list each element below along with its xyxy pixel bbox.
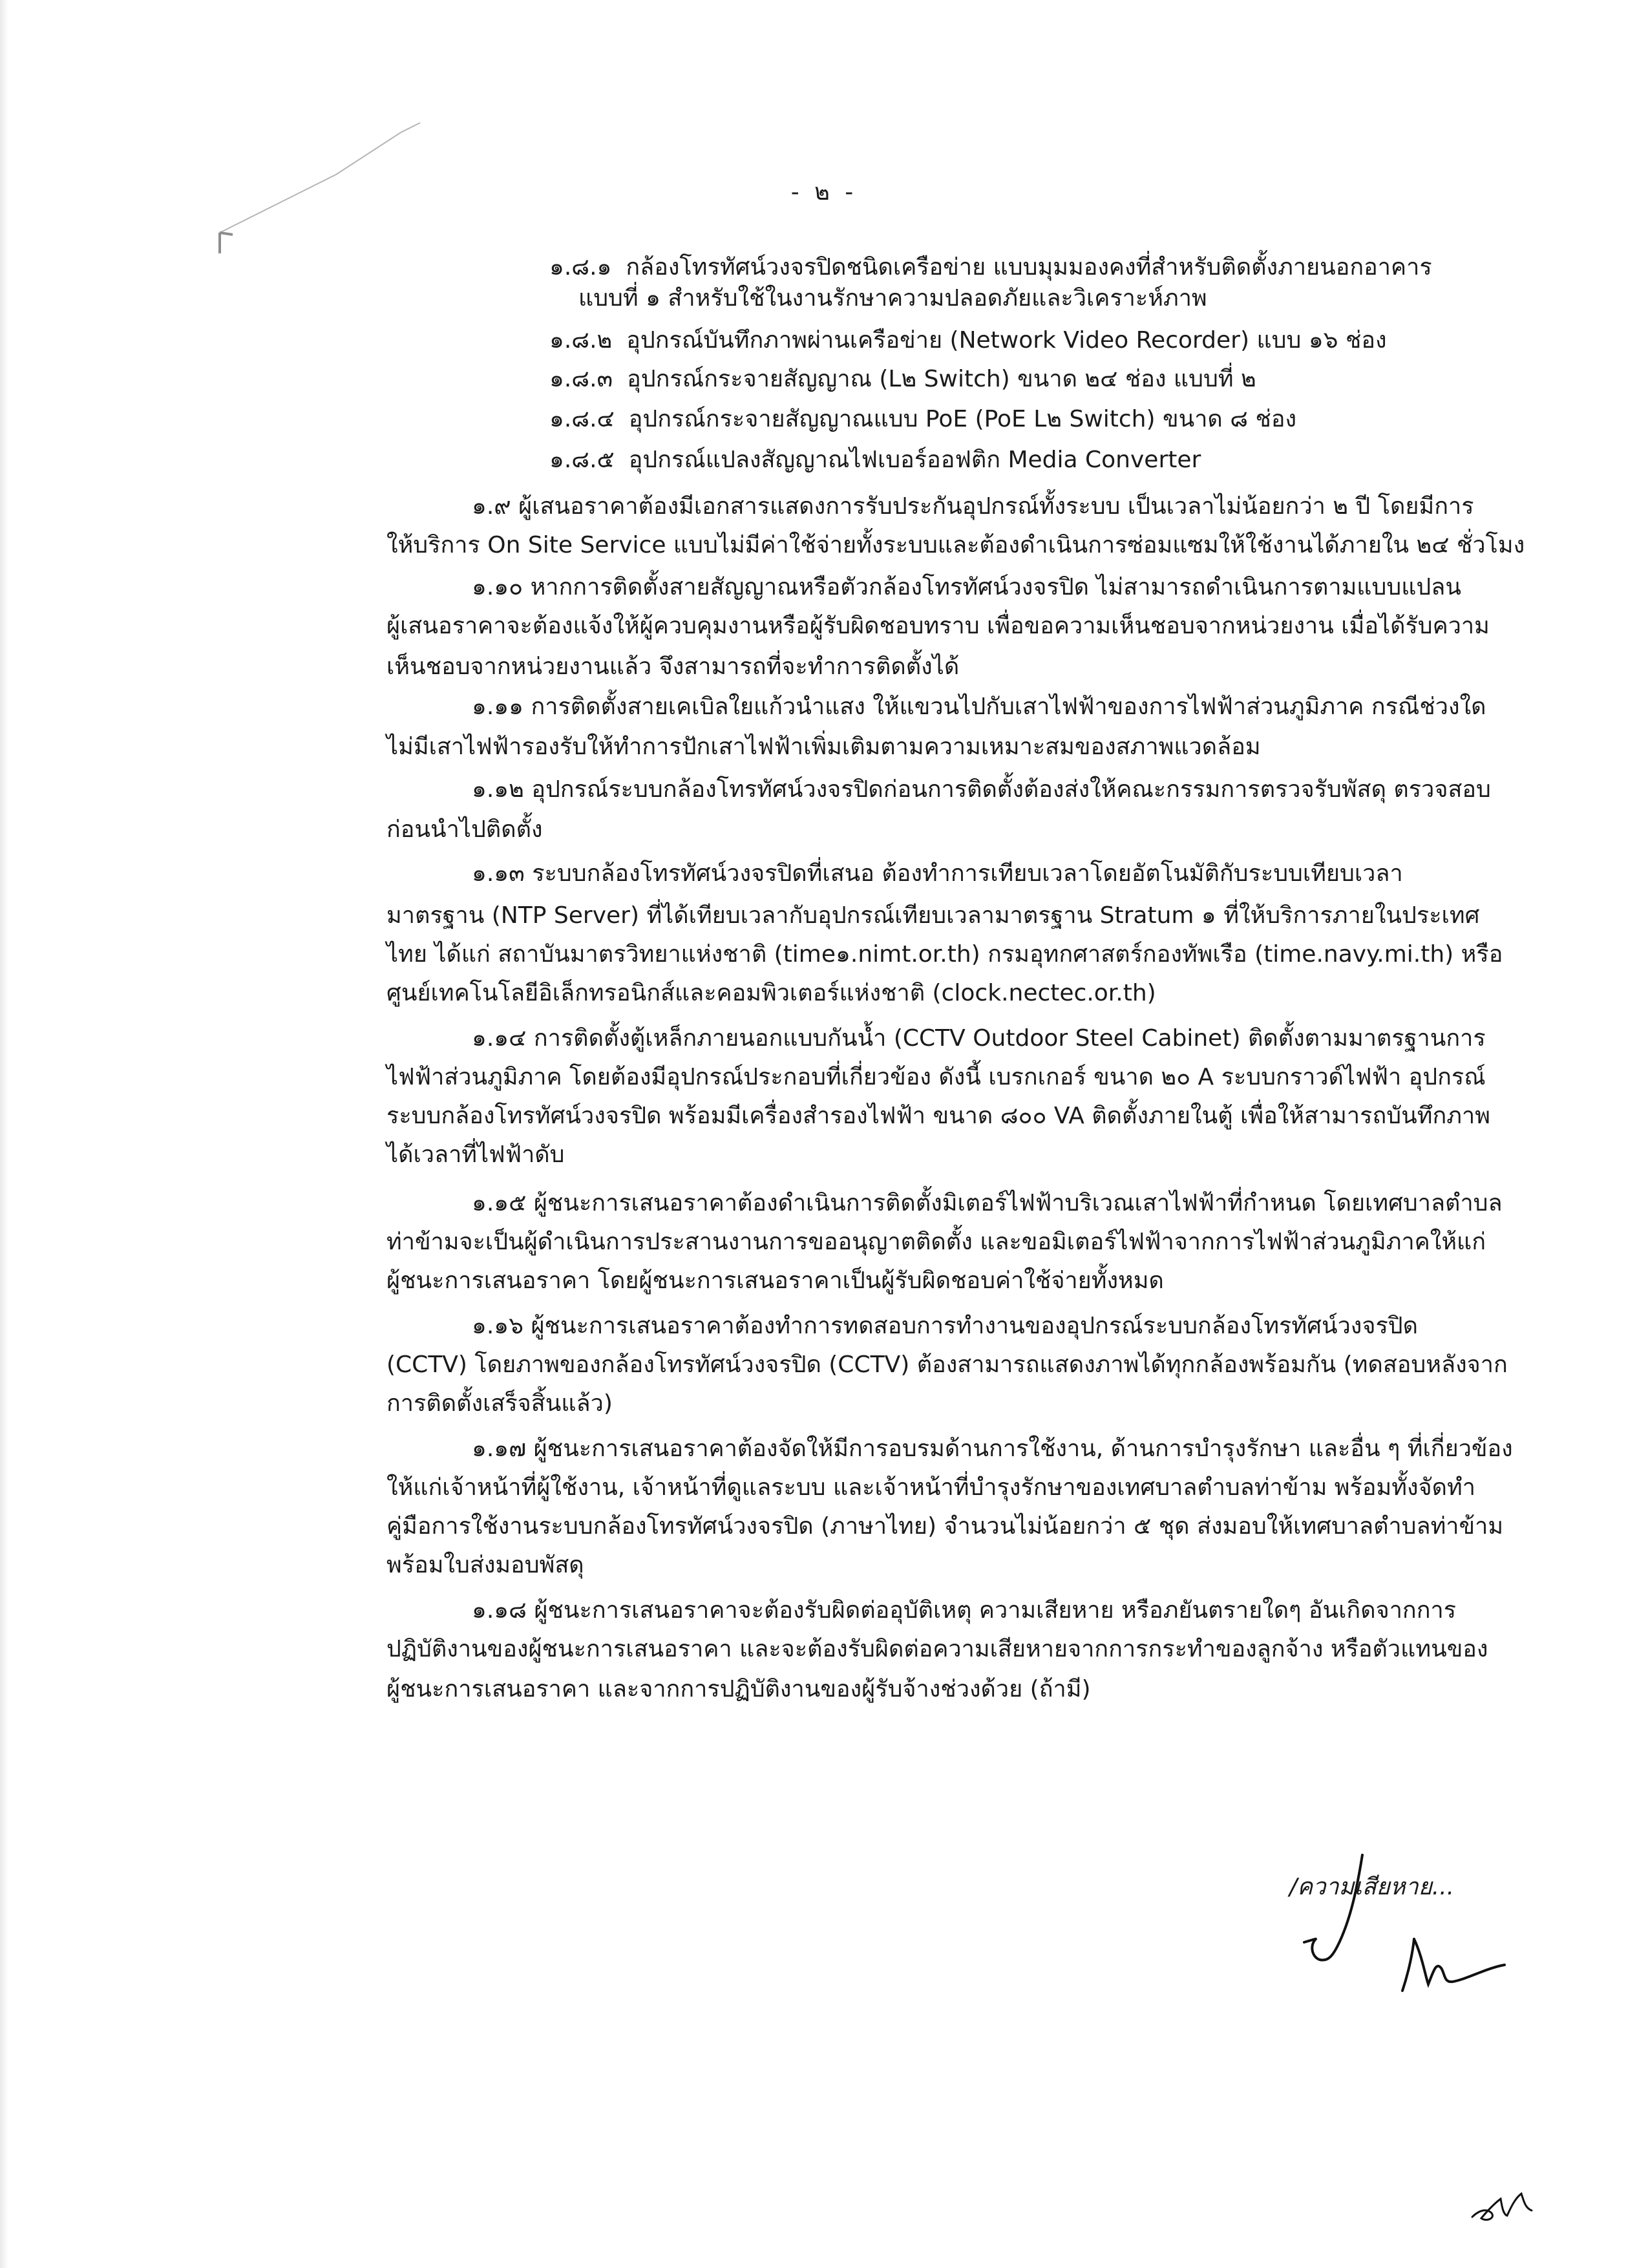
text-line <box>386 652 959 683</box>
line-text: ๑.๑๐ หากการติดตั้งสายสัญญาณหรือตัวกล้องโทรทัศน์วงจรปิด ไม่สามารถดำเนินการตามแบบแปลน <box>472 574 1461 600</box>
text-line <box>386 939 1503 970</box>
initials-mark <box>1467 2185 1538 2230</box>
line-text: ไม่มีเสาไฟฟ้ารองรับให้ทำการปักเสาไฟฟ้าเพิ่มเติมตามความเหมาะสมของสภาพแวดล้อม <box>386 734 1261 760</box>
line-text: ๑.๑๖ ผู้ชนะการเสนอราคาต้องทำการทดสอบการทำงานของอุปกรณ์ระบบกล้องโทรทัศน์วงจรปิด <box>472 1313 1419 1339</box>
text-line <box>472 692 1486 723</box>
text-line <box>472 572 1461 603</box>
text-line <box>386 1227 1486 1258</box>
text-line <box>386 1388 613 1419</box>
line-text: ก่อนนำไปติดตั้ง <box>386 816 543 843</box>
line-text: ๑.๑๑ การติดตั้งสายเคเบิลใยแก้วนำแสง ให้แขวนไปกับเสาไฟฟ้าของการไฟฟ้าส่วนภูมิภาค กรณีช่วงใด <box>472 694 1486 720</box>
line-text: (CCTV) โดยภาพของกล้องโทรทัศน์วงจรปิด (CCTV) ต้องสามารถแสดงภาพได้ทุกกล้องพร้อมกัน (ทดสอบหลังจาก <box>386 1351 1508 1378</box>
item-number: ๑.๘.๑ <box>549 254 612 281</box>
text-line <box>386 1139 565 1171</box>
text-line <box>549 252 1432 283</box>
text-line <box>386 1511 1503 1542</box>
text-line <box>386 530 1525 561</box>
line-text: ๑.๑๗ ผู้ชนะการเสนอราคาต้องจัดให้มีการอบรมด้านการใช้งาน, ด้านการบำรุงรักษา และอื่น ๆ ที่เกี่ยวข้อง <box>472 1436 1513 1462</box>
text-line <box>386 1634 1488 1665</box>
line-text: การติดตั้งเสร็จสิ้นแล้ว) <box>386 1390 613 1417</box>
line-text: ศูนย์เทคโนโลยีอิเล็กทรอนิกส์และคอมพิวเตอร์แห่งชาติ (clock.nectec.or.th) <box>386 980 1156 1006</box>
line-text: กล้องโทรทัศน์วงจรปิดชนิดเครือข่าย แบบมุมมองคงที่สำหรับติดตั้งภายนอกอาคาร <box>626 254 1432 281</box>
item-number: ๑.๘.๓ <box>549 366 613 392</box>
text-line <box>472 774 1491 805</box>
text-line <box>549 404 1296 435</box>
line-text: ๑.๑๒ อุปกรณ์ระบบกล้องโทรทัศน์วงจรปิดก่อนการติดตั้งต้องส่งให้คณะกรรมการตรวจรับพัสดุ ตรวจสอบ <box>472 776 1491 803</box>
line-text: ให้แก่เจ้าหน้าที่ผู้ใช้งาน, เจ้าหน้าที่ดูแลระบบ และเจ้าหน้าที่บำรุงรักษาของเทศบาลตำบลท่าข้าม พร้อมทั้งจัดทำ <box>386 1474 1475 1501</box>
line-text: ไทย ได้แก่ สถาบันมาตรวิทยาแห่งชาติ (time๑.nimt.or.th) กรมอุทกศาสตร์กองทัพเรือ (time.navy.mi.th) หรือ <box>386 941 1503 968</box>
line-text: มาตรฐาน (NTP Server) ที่ได้เทียบเวลากับอุปกรณ์เทียบเวลามาตรฐาน Stratum ๑ ที่ให้บริการภายในประเทศ <box>386 902 1480 929</box>
text-line <box>386 1350 1508 1381</box>
line-text: อุปกรณ์กระจายสัญญาณ (L๒ Switch) ขนาด ๒๔ ช่อง แบบที่ ๒ <box>627 366 1256 392</box>
line-text: แบบที่ ๑ สำหรับใช้ในงานรักษาความปลอดภัยและวิเคราะห์ภาพ <box>578 285 1207 312</box>
line-text: ปฏิบัติงานของผู้ชนะการเสนอราคา และจะต้องรับผิดต่อความเสียหายจากการกระทำของลูกจ้าง หรือตัวแทนของ <box>386 1636 1488 1662</box>
text-line <box>386 1550 584 1581</box>
line-text: ผู้ชนะการเสนอราคา โดยผู้ชนะการเสนอราคาเป็นผู้รับผิดชอบค่าใช้จ่ายทั้งหมด <box>386 1267 1164 1294</box>
line-text: คู่มือการใช้งานระบบกล้องโทรทัศน์วงจรปิด (ภาษาไทย) จำนวนไม่น้อยกว่า ๕ ชุด ส่งมอบให้เทศบาลตำบลท่าข้าม <box>386 1513 1504 1540</box>
text-line <box>386 978 1156 1009</box>
continuation-note: /ความเสียหาย... <box>1289 1874 1455 1900</box>
line-text: อุปกรณ์กระจายสัญญาณแบบ PoE (PoE L๒ Switch) ขนาด ๘ ช่อง <box>628 406 1297 432</box>
text-line <box>386 611 1490 642</box>
text-line <box>386 900 1479 931</box>
line-text: ไฟฟ้าส่วนภูมิภาค โดยต้องมีอุปกรณ์ประกอบที่เกี่ยวข้อง ดังนี้ เบรกเกอร์ ขนาด ๒๐ A ระบบกราวด์ไฟฟ้า อุปกรณ์ <box>386 1064 1486 1090</box>
text-line <box>386 814 543 845</box>
text-line <box>472 1595 1456 1626</box>
text-line <box>472 1023 1486 1054</box>
line-text: ผู้เสนอราคาจะต้องแจ้งให้ผู้ควบคุมงานหรือผู้รับผิดชอบทราบ เพื่อขอความเห็นชอบจากหน่วยงาน เมื่อได้รับความ <box>386 613 1490 639</box>
signature-mark-1 <box>1299 1849 1377 1978</box>
text-line <box>549 445 1201 476</box>
text-line <box>549 325 1387 356</box>
line-text: อุปกรณ์บันทึกภาพผ่านเครือข่าย (Network Video Recorder) แบบ ๑๖ ช่อง <box>626 327 1387 354</box>
text-line <box>386 1674 1091 1705</box>
line-text: อุปกรณ์แปลงสัญญาณไฟเบอร์ออฟติก Media Converter <box>628 447 1201 473</box>
text-line <box>386 732 1261 763</box>
text-line <box>472 491 1474 522</box>
line-text: ท่าข้ามจะเป็นผู้ดำเนินการประสานงานการขออนุญาตติดตั้ง และขอมิเตอร์ไฟฟ้าจากการไฟฟ้าส่วนภูมิภาคให้แก่ <box>386 1229 1486 1255</box>
text-line <box>386 1266 1164 1297</box>
text-line <box>472 1311 1418 1342</box>
text-line <box>386 1472 1475 1503</box>
line-text: ๑.๑๓ ระบบกล้องโทรทัศน์วงจรปิดที่เสนอ ต้องทำการเทียบเวลาโดยอัตโนมัติกับระบบเทียบเวลา <box>472 860 1403 887</box>
line-text: ๑.๑๘ ผู้ชนะการเสนอราคาจะต้องรับผิดต่ออุบัติเหตุ ความเสียหาย หรือภยันตรายใดๆ อันเกิดจากการ <box>472 1597 1457 1624</box>
scan-edge-shadow <box>0 0 8 2268</box>
line-text: ให้บริการ On Site Service แบบไม่มีค่าใช้จ่ายทั้งระบบและต้องดำเนินการซ่อมแซมให้ใช้งานได้ภายใน ๒๔ ชั่วโมง <box>386 532 1525 558</box>
item-number: ๑.๘.๒ <box>549 327 613 354</box>
item-number: ๑.๘.๕ <box>549 447 615 473</box>
text-line <box>578 283 1207 314</box>
line-text: ได้เวลาที่ไฟฟ้าดับ <box>386 1141 565 1168</box>
line-text: ๑.๑๔ การติดตั้งตู้เหล็กภายนอกแบบกันน้ำ (CCTV Outdoor Steel Cabinet) ติดตั้งตามมาตรฐานการ <box>472 1025 1486 1052</box>
page-number: - ๒ - <box>790 179 858 206</box>
line-text: ๑.๙ ผู้เสนอราคาต้องมีเอกสารแสดงการรับประกันอุปกรณ์ทั้งระบบ เป็นเวลาไม่น้อยกว่า ๒ ปี โดยมีการ <box>472 493 1474 520</box>
line-text: เห็นชอบจากหน่วยงานแล้ว จึงสามารถที่จะทำการติดตั้งได้ <box>386 653 960 680</box>
text-line <box>472 858 1403 889</box>
text-line <box>386 1062 1486 1093</box>
line-text: ผู้ชนะการเสนอราคา และจากการปฏิบัติงานของผู้รับจ้างช่วงด้วย (ถ้ามี) <box>386 1676 1091 1702</box>
line-text: ๑.๑๕ ผู้ชนะการเสนอราคาต้องดำเนินการติดตั้งมิเตอร์ไฟฟ้าบริเวณเสาไฟฟ้าที่กำหนด โดยเทศบาลตำบล <box>472 1190 1503 1216</box>
text-line <box>472 1434 1513 1465</box>
item-number: ๑.๘.๔ <box>549 406 615 432</box>
line-text: ระบบกล้องโทรทัศน์วงจรปิด พร้อมมีเครื่องสำรองไฟฟ้า ขนาด ๘๐๐ VA ติดตั้งภายในตู้ เพื่อให้สามารถบันทึกภาพ <box>386 1103 1490 1129</box>
line-text: พร้อมใบส่งมอบพัสดุ <box>386 1552 584 1578</box>
text-line <box>549 364 1256 395</box>
text-line <box>386 1101 1490 1132</box>
text-line <box>472 1188 1503 1219</box>
signature-mark-2 <box>1396 1926 1512 2004</box>
